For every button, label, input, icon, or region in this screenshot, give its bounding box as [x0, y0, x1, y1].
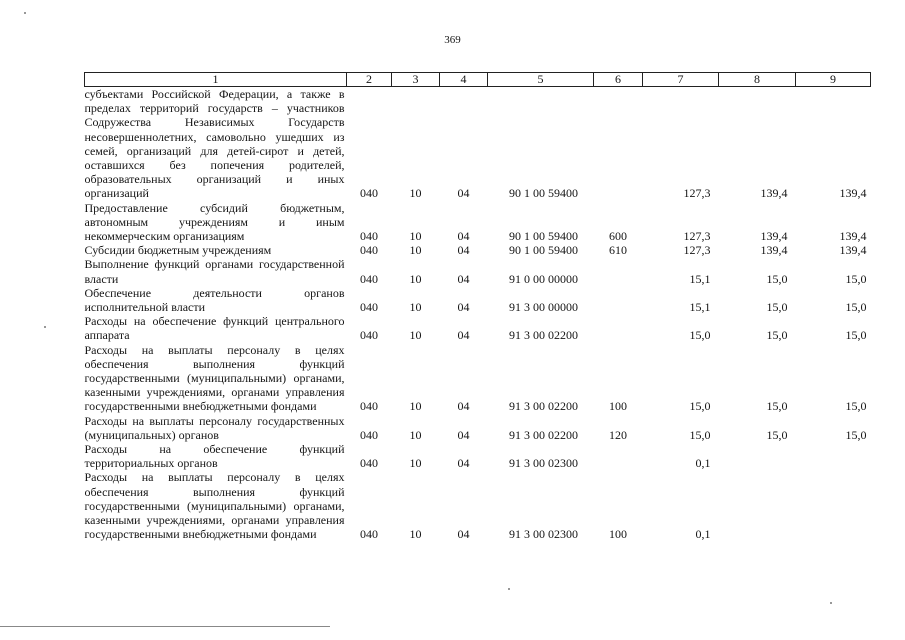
target-article-code: 91 0 00 00000	[509, 271, 578, 286]
amount-col9: 139,4	[839, 186, 867, 201]
expense-type-code: 120	[609, 427, 627, 442]
amount-col8: 15,0	[766, 271, 788, 286]
subsection-code: 04	[457, 456, 470, 471]
target-article-code: 91 3 00 02200	[509, 399, 578, 414]
column-header: 7	[643, 73, 719, 87]
amount-col8: 15,0	[766, 300, 788, 315]
expense-type-code	[594, 286, 643, 314]
target-article-code: 90 1 00 59400	[509, 229, 578, 244]
amount-col9: 15,0	[845, 300, 867, 315]
section-code: 10	[409, 527, 422, 542]
expense-name: Расходы на обеспечение функций территориальных органов	[84, 442, 345, 471]
expense-type-code	[594, 442, 643, 470]
section-code: 10	[409, 186, 422, 201]
table-row	[85, 243, 871, 257]
amount-col7: 0,1	[695, 527, 711, 542]
ministry-code: 040	[360, 399, 378, 414]
column-header: 4	[440, 73, 488, 87]
amount-col7: 127,3	[683, 229, 711, 244]
amount-col7: 127,3	[683, 243, 711, 258]
target-article-code: 90 1 00 59400	[509, 243, 578, 258]
table-row	[85, 442, 871, 470]
table-row	[85, 470, 871, 541]
ministry-code: 040	[360, 229, 378, 244]
expense-type-code	[594, 314, 643, 342]
section-code: 10	[409, 427, 422, 442]
column-header: 2	[347, 73, 392, 87]
subsection-code: 04	[457, 243, 470, 258]
expense-type-code	[594, 257, 643, 285]
expense-type-code: 100	[609, 399, 627, 414]
expense-type-code: 100	[609, 527, 627, 542]
table-body	[85, 87, 871, 542]
section-code: 10	[409, 328, 422, 343]
ministry-code: 040	[360, 271, 378, 286]
section-code: 10	[409, 271, 422, 286]
column-header: 9	[796, 73, 871, 87]
scan-speck	[830, 602, 832, 604]
subsection-code: 04	[457, 427, 470, 442]
table-header	[85, 73, 871, 87]
target-article-code: 91 3 00 02200	[509, 328, 578, 343]
table-row	[85, 343, 871, 414]
subsection-code: 04	[457, 229, 470, 244]
column-header: 8	[719, 73, 796, 87]
target-article-code: 91 3 00 02300	[509, 527, 578, 542]
amount-col8	[719, 470, 796, 541]
section-code: 10	[409, 300, 422, 315]
subsection-code: 04	[457, 300, 470, 315]
amount-col8: 139,4	[760, 243, 788, 258]
ministry-code: 040	[360, 243, 378, 258]
section-code: 10	[409, 456, 422, 471]
target-article-code: 91 3 00 00000	[509, 300, 578, 315]
budget-table	[84, 72, 871, 542]
amount-col7: 15,0	[689, 427, 711, 442]
amount-col7: 15,0	[689, 328, 711, 343]
amount-col9	[796, 442, 871, 470]
amount-col8: 139,4	[760, 229, 788, 244]
expense-name: Обеспечение деятельности органов исполнительной власти	[84, 285, 345, 315]
subsection-code: 04	[457, 186, 470, 201]
amount-col7: 15,0	[689, 399, 711, 414]
amount-col9	[796, 470, 871, 541]
subsection-code: 04	[457, 328, 470, 343]
scan-speck	[508, 588, 510, 590]
amount-col9: 15,0	[845, 271, 867, 286]
ministry-code: 040	[360, 186, 378, 201]
amount-col7: 15,1	[689, 300, 711, 315]
amount-col8: 15,0	[766, 399, 788, 414]
expense-name: Выполнение функций органами государственной власти	[84, 257, 345, 286]
target-article-code: 91 3 00 02200	[509, 427, 578, 442]
amount-col7: 127,3	[683, 186, 711, 201]
scan-edge-line	[0, 626, 330, 627]
column-header: 3	[392, 73, 440, 87]
amount-col9: 15,0	[845, 427, 867, 442]
ministry-code: 040	[360, 456, 378, 471]
expense-name: Субсидии бюджетным учреждениям	[84, 243, 272, 258]
amount-col9: 139,4	[839, 243, 867, 258]
amount-col7: 0,1	[695, 456, 711, 471]
amount-col9: 15,0	[845, 328, 867, 343]
amount-col9: 15,0	[845, 399, 867, 414]
table-row	[85, 201, 871, 244]
subsection-code: 04	[457, 399, 470, 414]
expense-type-code	[594, 87, 643, 201]
expense-type-code: 600	[609, 229, 627, 244]
table-row	[85, 257, 871, 285]
section-code: 10	[409, 243, 422, 258]
table-row	[85, 87, 871, 201]
expense-name: Расходы на выплаты персоналу государственных (муниципальных) органов	[84, 413, 345, 442]
amount-col8: 15,0	[766, 427, 788, 442]
expense-name: субъектами Российской Федерации, а также в пределах территорий государств – участников Содружества Независимых Государств несовершеннолетних, самовольно ушедших из семей, организаций для детей-сирот и детей, оставшихся без попечения родителей, образовательных организаций и иных организаций	[84, 87, 345, 201]
amount-col8	[719, 442, 796, 470]
column-number-row	[85, 73, 871, 87]
target-article-code: 91 3 00 02300	[509, 456, 578, 471]
table-row	[85, 314, 871, 342]
expense-name: Расходы на выплаты персоналу в целях обеспечения выполнения функций государственными (муниципальными) органами, казенными учреждениями, органами управления государственными внебюджетными фондами	[84, 342, 345, 414]
subsection-code: 04	[457, 271, 470, 286]
ministry-code: 040	[360, 300, 378, 315]
amount-col7: 15,1	[689, 271, 711, 286]
column-header: 6	[594, 73, 643, 87]
ministry-code: 040	[360, 328, 378, 343]
table-row	[85, 286, 871, 314]
subsection-code: 04	[457, 527, 470, 542]
table-row	[85, 414, 871, 442]
amount-col8: 139,4	[760, 186, 788, 201]
section-code: 10	[409, 399, 422, 414]
expense-name: Расходы на обеспечение функций центрального аппарата	[84, 314, 345, 343]
ministry-code: 040	[360, 527, 378, 542]
ministry-code: 040	[360, 427, 378, 442]
scan-speck	[44, 326, 46, 328]
scan-speck	[24, 12, 26, 14]
expense-type-code: 610	[609, 243, 627, 258]
page-number: 369	[444, 34, 461, 46]
expense-name: Расходы на выплаты персоналу в целях обеспечения выполнения функций государственными (муниципальными) органами, казенными учреждениями, органами управления государственными внебюджетными фондами	[84, 470, 345, 542]
column-header: 1	[85, 73, 347, 87]
expense-name: Предоставление субсидий бюджетным, автономным учреждениям и иным некоммерческим организациям	[84, 200, 345, 244]
column-header: 5	[488, 73, 594, 87]
section-code: 10	[409, 229, 422, 244]
amount-col9: 139,4	[839, 229, 867, 244]
amount-col8: 15,0	[766, 328, 788, 343]
target-article-code: 90 1 00 59400	[509, 186, 578, 201]
